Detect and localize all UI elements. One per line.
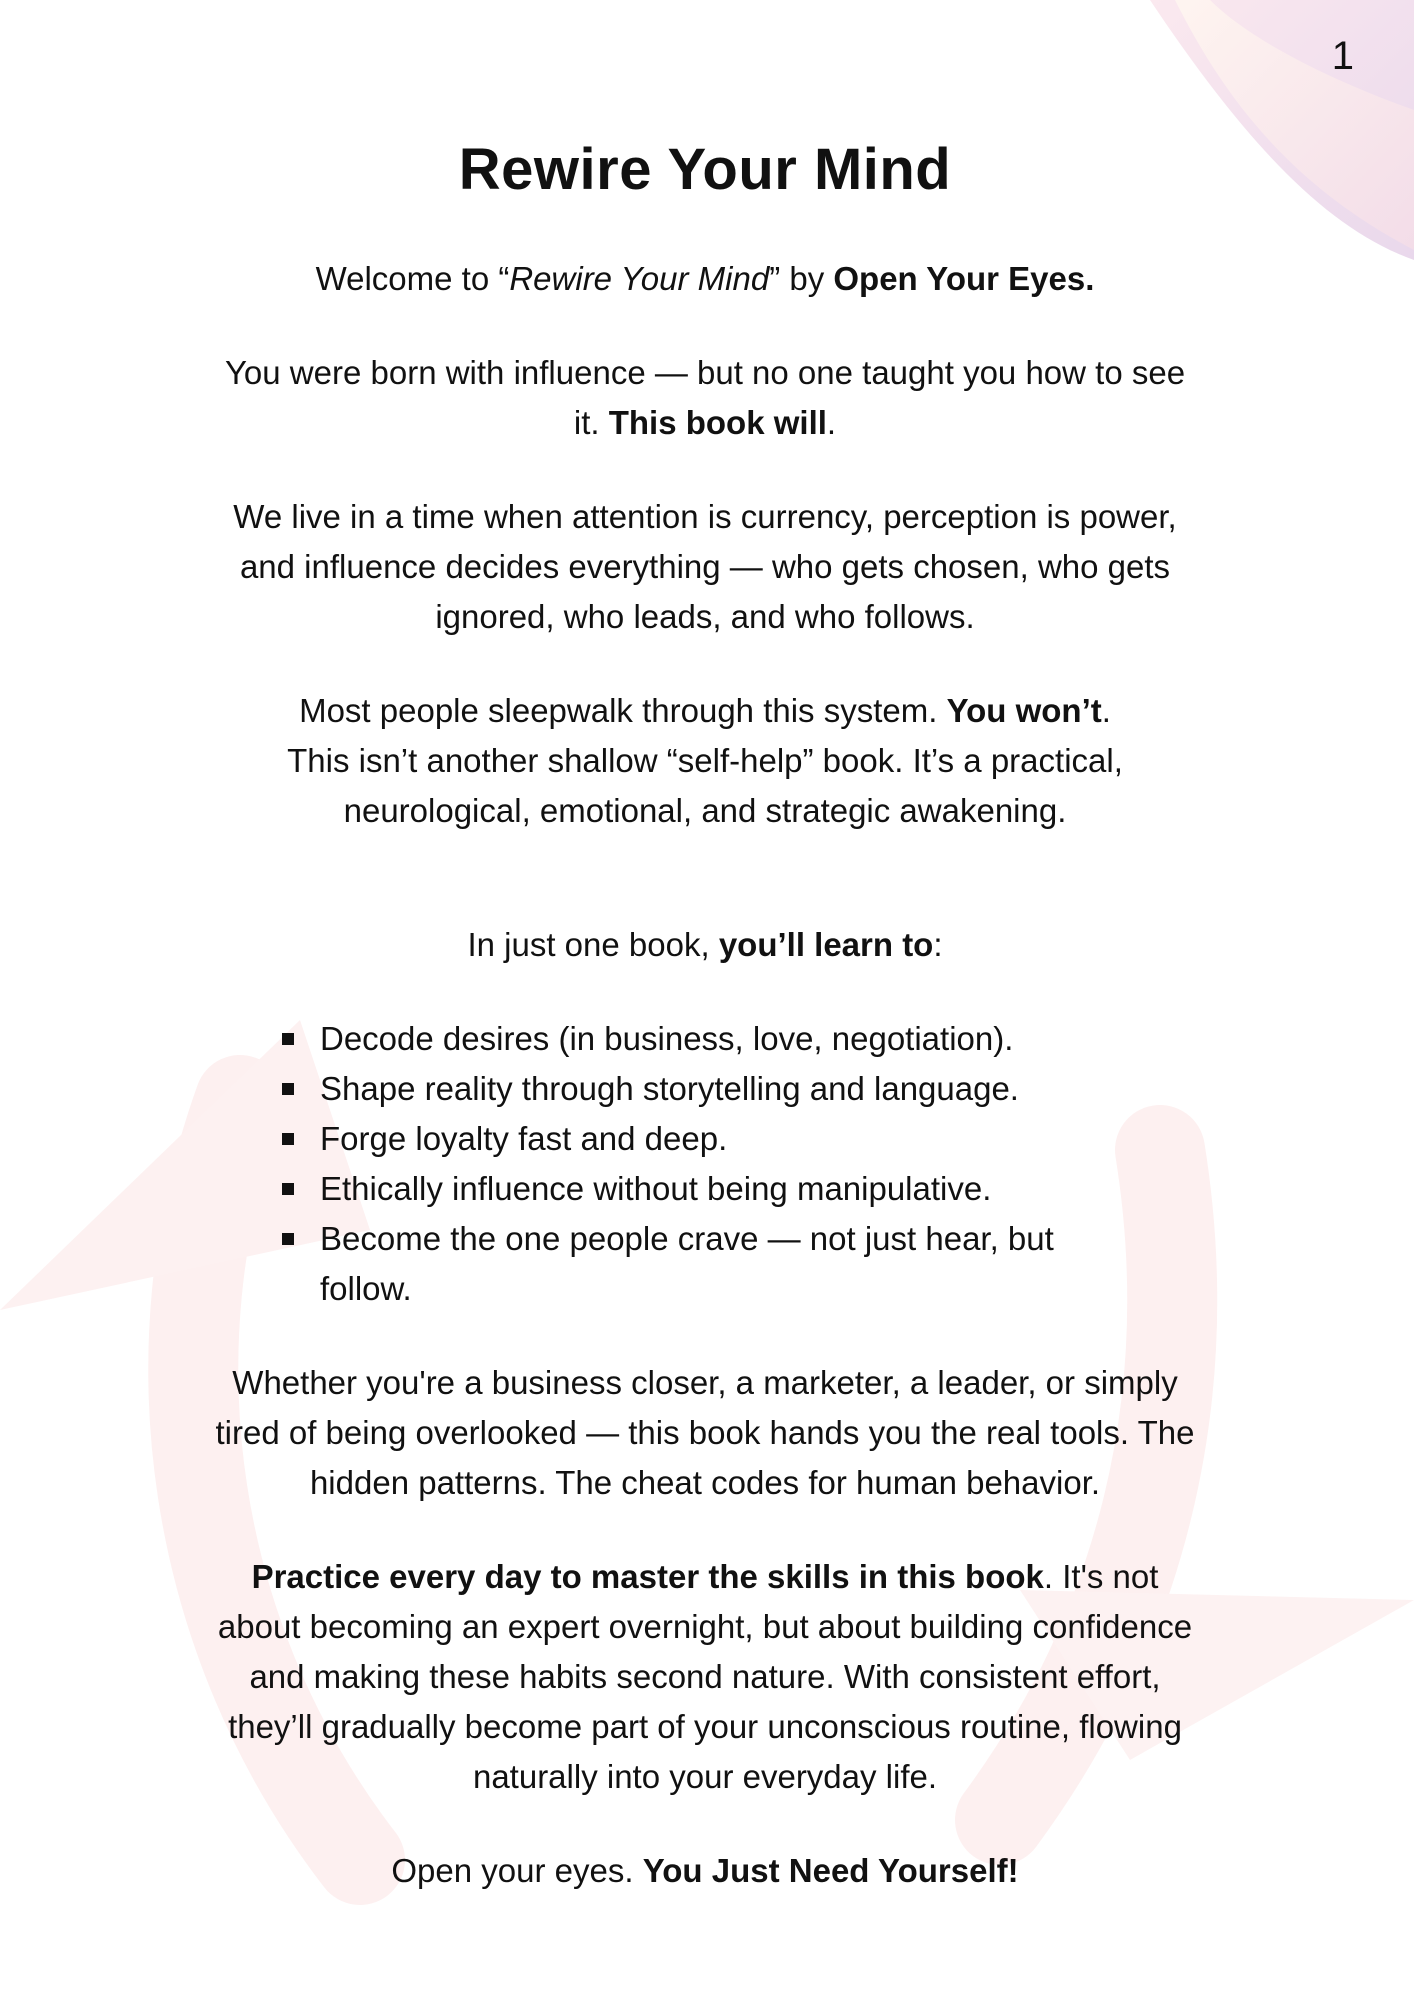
- practice-line: they’ll gradually become part of your unconscious routine, flowing: [228, 1708, 1182, 1745]
- closing-line: [130, 1846, 1280, 1896]
- sleepwalk-line1-prefix: Most people sleepwalk through this system.: [299, 692, 947, 729]
- practice-line: and making these habits second nature. With consistent effort,: [249, 1658, 1161, 1695]
- practice-line1-bold: Practice every day to master the skills in this book: [251, 1558, 1044, 1595]
- attention-paragraph: [130, 492, 1280, 642]
- learn-heading-suffix: :: [933, 926, 943, 963]
- sleepwalk-line: This isn’t another shallow “self-help” book. It’s a practical,: [287, 742, 1123, 779]
- intro-paragraph: [130, 348, 1280, 448]
- intro-line2-prefix: it.: [573, 404, 609, 441]
- practice-line: about becoming an expert overnight, but about building confidence: [217, 1608, 1193, 1645]
- attention-line: We live in a time when attention is currency, perception is power,: [233, 498, 1177, 535]
- intro-line2-suffix: .: [826, 404, 837, 441]
- attention-line: and influence decides everything — who gets chosen, who gets: [239, 548, 1171, 585]
- learn-heading-bold: you’ll learn to: [718, 926, 934, 963]
- skills-list: [130, 1014, 1182, 1314]
- sleepwalk-line: neurological, emotional, and strategic awakening.: [343, 792, 1067, 829]
- whether-line: Whether you're a business closer, a marketer, a leader, or simply: [232, 1364, 1178, 1401]
- welcome-author: Open Your Eyes.: [833, 260, 1095, 297]
- closing-bold: You Just Need Yourself!: [642, 1852, 1019, 1889]
- whether-paragraph: [130, 1358, 1280, 1508]
- skills-list-item-line: Become the one people crave — not just hear, but: [320, 1220, 1054, 1257]
- sleepwalk-line: [130, 686, 1280, 736]
- welcome-paragraph: [130, 254, 1280, 304]
- learn-heading-prefix: In just one book,: [467, 926, 719, 963]
- practice-line: [130, 1552, 1280, 1602]
- practice-paragraph: [130, 1552, 1280, 1802]
- page-title: Rewire Your Mind: [458, 137, 952, 202]
- learn-heading: [130, 920, 1280, 970]
- skills-list-item-line: follow.: [320, 1270, 412, 1307]
- welcome-middle: ” by: [769, 260, 834, 297]
- welcome-book-title: Rewire Your Mind: [509, 260, 770, 297]
- whether-line: hidden patterns. The cheat codes for human behavior.: [309, 1464, 1101, 1501]
- skills-list-item: Ethically influence without being manipulative.: [282, 1164, 1182, 1214]
- skills-list-item: Forge loyalty fast and deep.: [282, 1114, 1182, 1164]
- sleepwalk-line1-suffix: .: [1101, 692, 1111, 729]
- practice-line1-suffix: . It's not: [1043, 1558, 1159, 1595]
- page-number: 1: [1331, 34, 1354, 78]
- sleepwalk-paragraph: [130, 686, 1280, 836]
- page-content: [130, 130, 1280, 1940]
- skills-list-item: Shape reality through storytelling and language.: [282, 1064, 1182, 1114]
- whether-line: tired of being overlooked — this book hands you the real tools. The: [215, 1414, 1195, 1451]
- welcome-prefix: Welcome to “: [315, 260, 510, 297]
- sleepwalk-line1-bold: You won’t: [946, 692, 1102, 729]
- intro-line: You were born with influence — but no one taught you how to see: [224, 354, 1186, 391]
- closing-prefix: Open your eyes.: [391, 1852, 643, 1889]
- practice-line: naturally into your everyday life.: [472, 1758, 938, 1795]
- intro-line: [130, 398, 1280, 448]
- intro-line2-bold: This book will: [608, 404, 827, 441]
- attention-line: ignored, who leads, and who follows.: [435, 598, 975, 635]
- skills-list-item: Decode desires (in business, love, negotiation).: [282, 1014, 1182, 1064]
- skills-list-item: [282, 1214, 1182, 1314]
